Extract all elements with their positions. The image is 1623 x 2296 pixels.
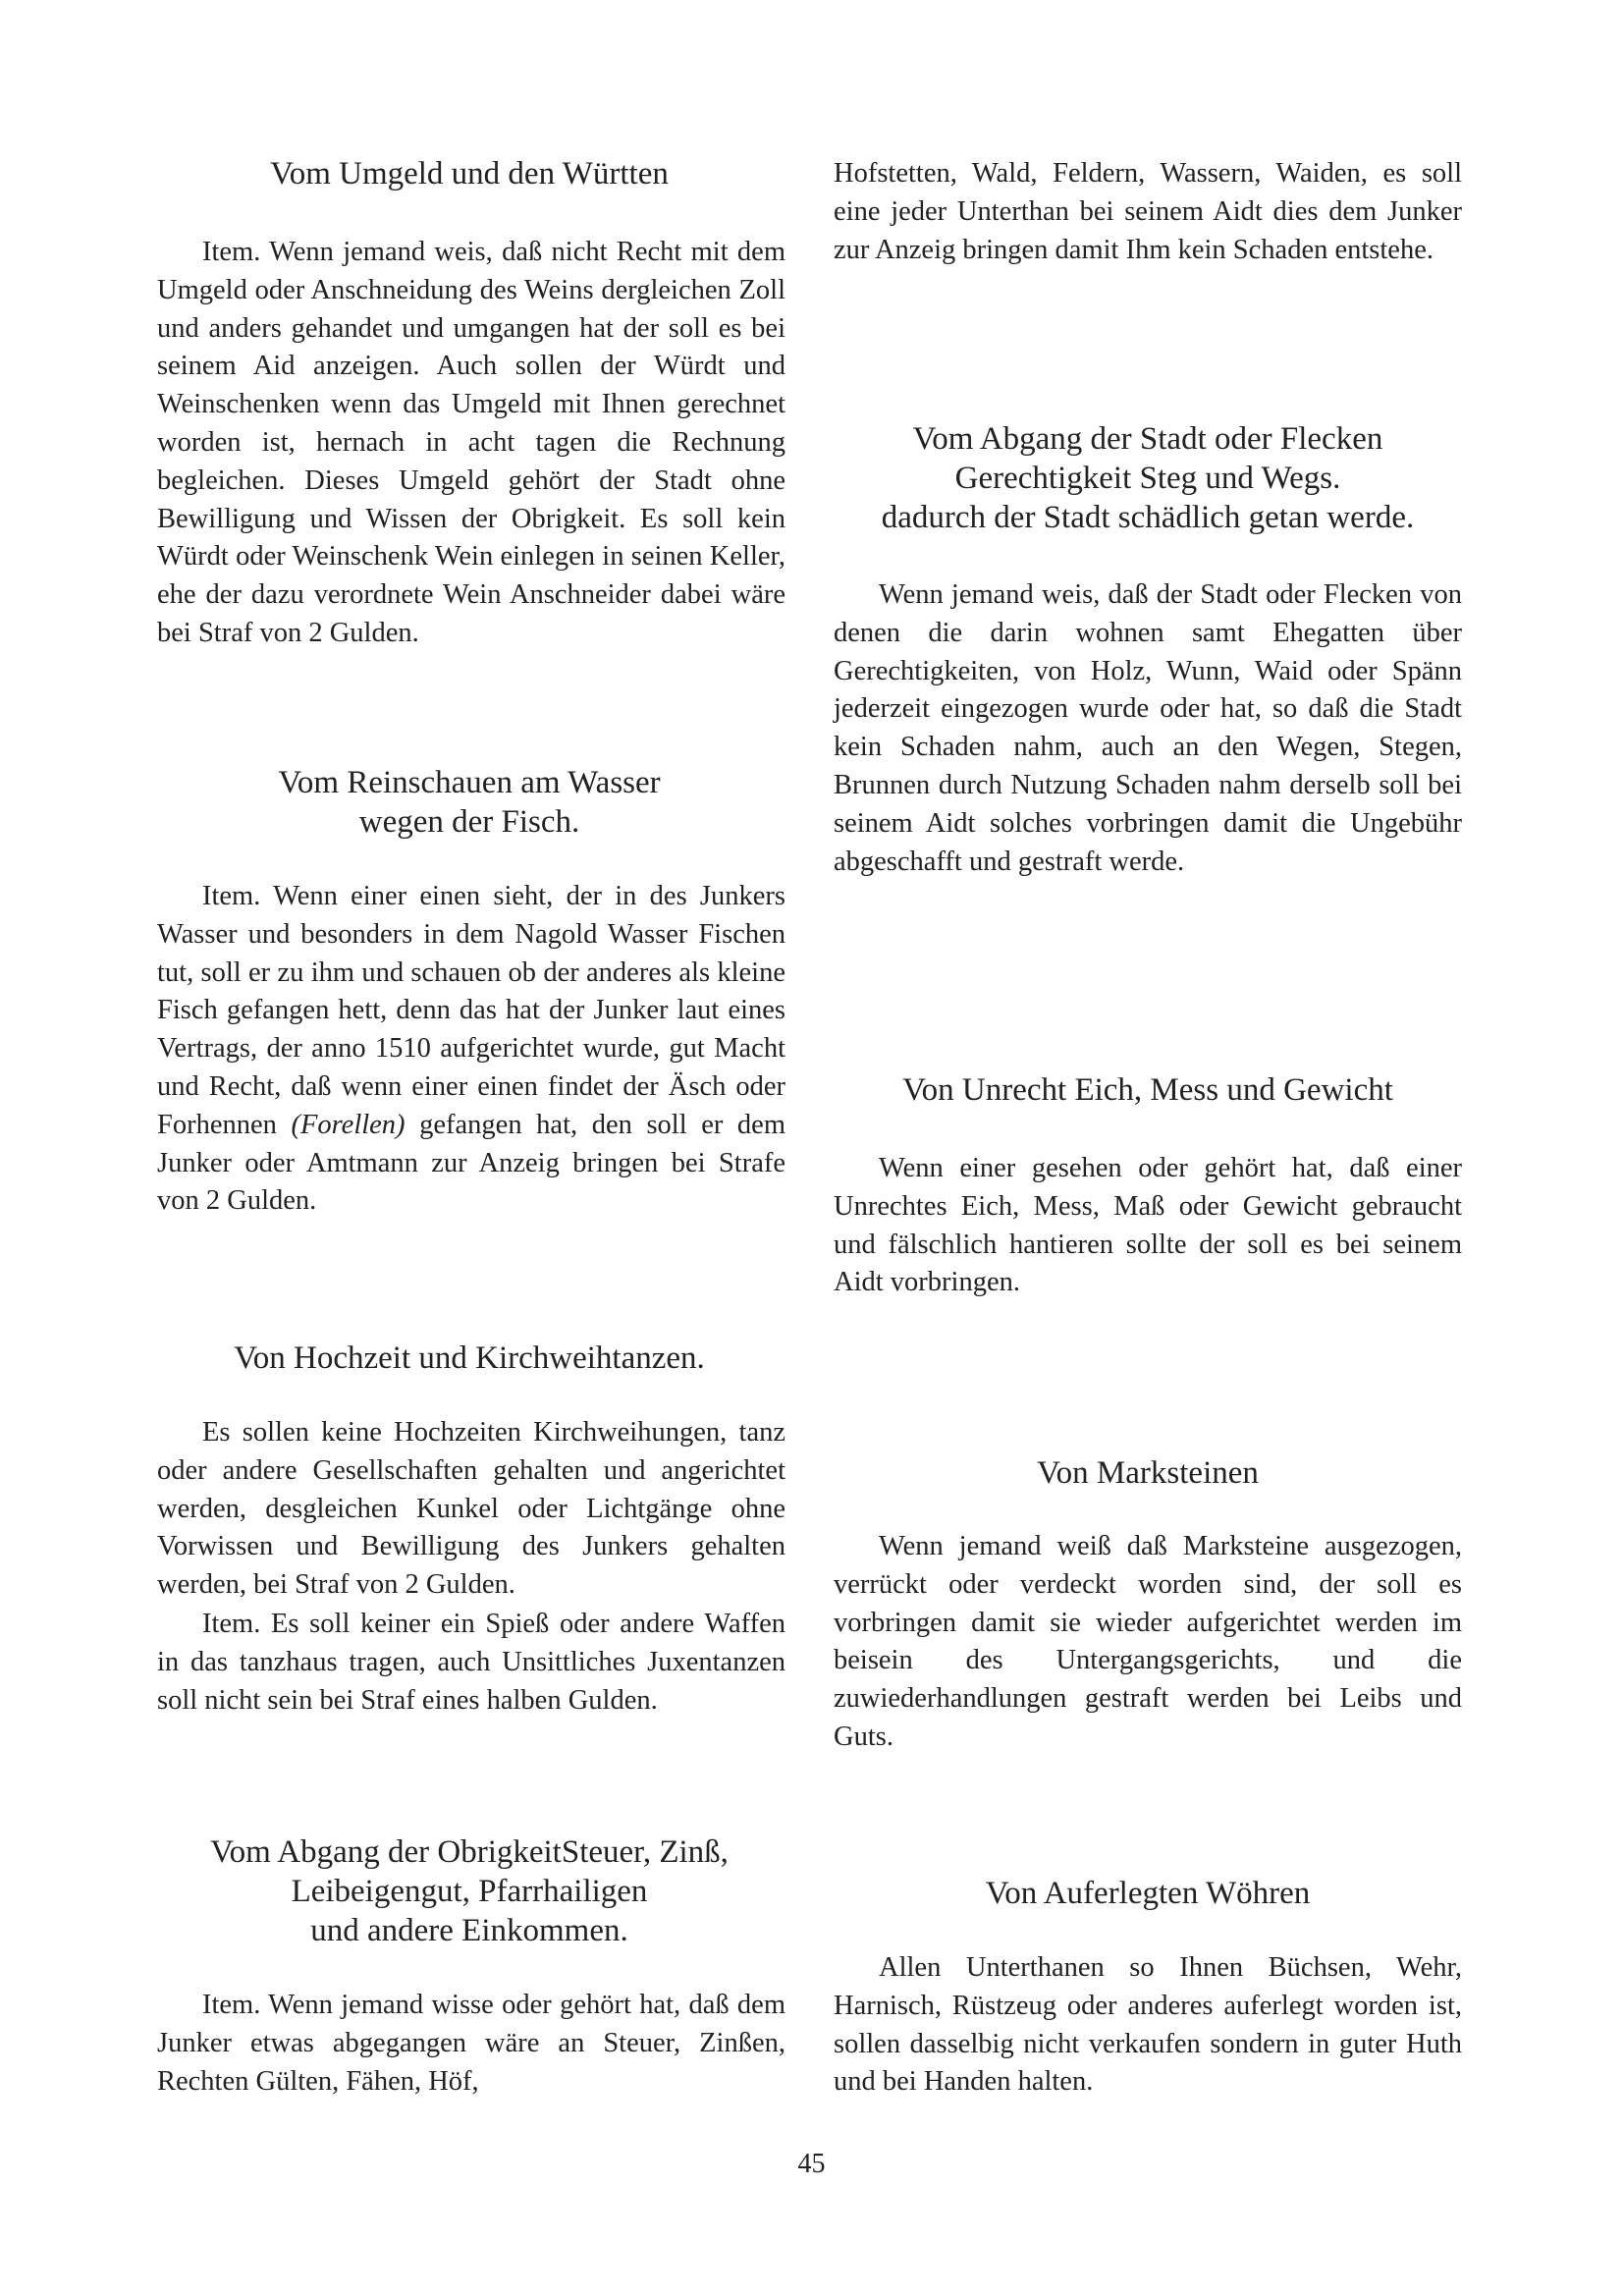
right-heading-stadt-line3: dadurch der Stadt schädlich getan werde. (881, 500, 1415, 535)
right-heading-stadt-line2: Gerechtigkeit Steg und Wegs. (954, 461, 1341, 496)
right-heading-marksteinen: Von Marksteinen (1037, 1455, 1259, 1491)
right-heading-eich: Von Unrecht Eich, Mess und Gewicht (902, 1072, 1393, 1108)
right-paragraph-eich: Wenn einer gesehen oder gehört hat, daß einer Unrechtes Eich, Mess, Maß oder Gewicht gebraucht und fälschlich hantieren sollte der soll es bei seinem Aidt vorbringen. (834, 1153, 1462, 1298)
left-paragraph-hochzeit-2: Item. Es soll keiner ein Spieß oder andere Waffen in das tanzhaus tragen, auch Unsittliches Juxentanzen soll nicht sein bei Straf eines halben Gulden. (157, 1609, 785, 1716)
left-heading-umgeld: Vom Umgeld und den Württen (270, 156, 669, 191)
left-heading-hochzeit: Von Hochzeit und Kirchweihtanzen. (234, 1340, 705, 1376)
page-number: 45 (797, 2149, 826, 2179)
left-heading-abgang-line2: Leibeigengut, Pfarrhailigen (291, 1874, 648, 1909)
right-heading-woehren: Von Auferlegten Wöhren (985, 1876, 1311, 1911)
right-paragraph-continuation: Hofstetten, Wald, Feldern, Wassern, Waiden, es soll eine jeder Unterthan bei seinem Aidt dies dem Junker zur Anzeig bringen damit Ihm kein Schaden entstehe. (834, 158, 1462, 265)
italic-forellen: (Forellen) (291, 1109, 406, 1140)
left-heading-abgang-line3: und andere Einkommen. (310, 1913, 628, 1948)
right-paragraph-marksteinen: Wenn jemand weiß daß Marksteine ausgezogen, verrückt oder verdeckt worden sind, der soll es vorbringen damit sie wieder aufgerichtet werden im beisein des Untergangsgerichts, und die zuwiederhandlungen gestraft werden bei Leibs und Guts. (834, 1531, 1462, 1752)
left-paragraph-reinschauen: Item. Wenn einer einen sieht, der in des Junkers Wasser und besonders in dem Nagold Wasser Fischen tut, soll er zu ihm und schauen ob der anderes als kleine Fisch gefangen hett, denn das hat der Junker laut eines Vertrags, der anno 1510 aufgerichtet wurde, gut Macht und Recht, daß wenn einer einen findet der Äsch oder Forhennen (Forellen) gefangen hat, den soll er dem Junker oder Amtmann zur Anzeig bringen bei Strafe von 2 Gulden. (157, 881, 786, 1217)
right-paragraph-woehren: Allen Unterthanen so Ihnen Büchsen, Wehr, Harnisch, Rüstzeug oder anderes auferlegt worden ist, sollen dasselbig nicht verkaufen sondern in guter Huth und bei Handen halten. (834, 1952, 1462, 2098)
left-paragraph-umgeld: Item. Wenn jemand weis, daß nicht Recht mit dem Umgeld oder Anschneidung des Weins dergleichen Zoll und anders gehandet und umgangen hat der soll es bei seinem Aid anzeigen. Auch sollen der Würdt und Weinschenken wenn das Umgeld mit Ihnen gerechnet worden ist, hernach in acht tagen die Rechnung begleichen. Dieses Umgeld gehört der Stadt ohne Bewilligung und Wissen der Obrigkeit. Es soll kein Würdt oder Weinschenk Wein einlegen in seinen Keller, ehe der dazu verordnete Wein Anschneider dabei wäre bei Straf von 2 Gulden. (157, 237, 785, 648)
left-paragraph-hochzeit-1: Es sollen keine Hochzeiten Kirchweihungen, tanz oder andere Gesellschaften gehalten und angerichtet werden, desgleichen Kunkel oder Lichtgänge ohne Vorwissen und Bewilligung des Junkers gehalten werden, bei Straf von 2 Gulden. (157, 1417, 785, 1601)
left-heading-reinschauen-line1: Vom Reinschauen am Wasser (278, 765, 661, 800)
right-heading-stadt-line1: Vom Abgang der Stadt oder Flecken (912, 421, 1383, 457)
left-paragraph-abgang: Item. Wenn jemand wisse oder gehört hat, daß dem Junker etwas abgegangen wäre an Steuer, Zinßen, Rechten Gülten, Fähen, Höf, (157, 1990, 785, 2097)
left-heading-abgang-line1: Vom Abgang der ObrigkeitSteuer, Zinß, (210, 1834, 729, 1870)
right-paragraph-stadt: Wenn jemand weis, daß der Stadt oder Flecken von denen die darin wohnen samt Ehegatten über Gerechtigkeiten, von Holz, Wunn, Waid oder Spänn jederzeit eingezogen wurde oder hat, so daß die Stadt kein Schaden nahm, auch an den Wegen, Stegen, Brunnen durch Nutzung Schaden nahm derselb soll bei seinem Aidt solches vorbringen damit die Ungebühr abgeschafft und gestraft werde. (834, 579, 1462, 877)
left-heading-reinschauen-line2: wegen der Fisch. (358, 804, 580, 840)
